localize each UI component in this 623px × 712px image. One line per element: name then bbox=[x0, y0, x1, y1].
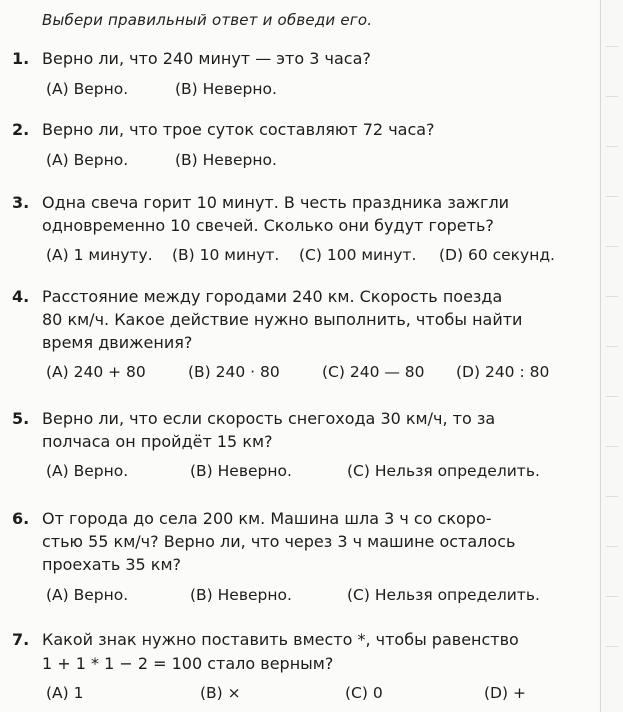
question-text: Расстояние между городами 240 км. Скорость поезда bbox=[42, 287, 503, 306]
question-text: Верно ли, что трое суток составляют 72 часа? bbox=[42, 120, 435, 139]
question-number: 1. bbox=[12, 49, 30, 68]
question-number: 4. bbox=[12, 287, 30, 306]
question-number: 3. bbox=[12, 193, 30, 212]
answer-option-d[interactable]: (D) + bbox=[484, 684, 526, 702]
answer-option-b[interactable]: (B) Неверно. bbox=[190, 586, 292, 604]
margin-tick bbox=[606, 96, 618, 97]
margin-tick bbox=[606, 346, 618, 347]
question-text: одновременно 10 свечей. Сколько они будут гореть? bbox=[42, 216, 494, 235]
answer-option-a[interactable]: (A) Верно. bbox=[46, 151, 129, 169]
answer-option-b[interactable]: (B) Неверно. bbox=[190, 462, 292, 480]
question-number: 7. bbox=[12, 630, 30, 649]
answer-option-a[interactable]: (A) 240 + 80 bbox=[46, 363, 146, 381]
question-text: проехать 35 км? bbox=[42, 555, 182, 574]
answer-option-b[interactable]: (B) 240 · 80 bbox=[188, 363, 280, 381]
instruction-text: Выбери правильный ответ и обведи его. bbox=[42, 11, 373, 29]
question-text: стью 55 км/ч? Верно ли, что через 3 ч машине осталось bbox=[42, 532, 516, 551]
answer-option-c[interactable]: (C) 240 — 80 bbox=[322, 363, 425, 381]
question-text: Верно ли, что 240 минут — это 3 часа? bbox=[42, 49, 371, 68]
question-text: Верно ли, что если скорость снегохода 30 км/ч, то за bbox=[42, 409, 496, 428]
answer-option-a[interactable]: (A) 1 минуту. bbox=[46, 246, 153, 264]
question-number: 5. bbox=[12, 409, 30, 428]
margin-tick bbox=[606, 446, 618, 447]
margin-tick bbox=[606, 246, 618, 247]
margin-tick bbox=[606, 146, 618, 147]
question-text: От города до села 200 км. Машина шла 3 ч со скоро- bbox=[42, 509, 492, 528]
answer-option-c[interactable]: (C) Нельзя определить. bbox=[347, 586, 540, 604]
margin-tick bbox=[606, 546, 618, 547]
answer-option-b[interactable]: (B) Неверно. bbox=[175, 80, 277, 98]
answer-option-b[interactable]: (B) × bbox=[200, 684, 241, 702]
question-text: время движения? bbox=[42, 333, 193, 352]
question-text: 1 + 1 * 1 − 2 = 100 стало верным? bbox=[42, 654, 334, 673]
answer-option-b[interactable]: (B) 10 минут. bbox=[172, 246, 280, 264]
answer-option-c[interactable]: (C) Нельзя определить. bbox=[347, 462, 540, 480]
answer-option-c[interactable]: (C) 100 минут. bbox=[299, 246, 417, 264]
question-text: Одна свеча горит 10 минут. В честь праздника зажгли bbox=[42, 193, 510, 212]
margin-tick bbox=[606, 296, 618, 297]
question-text: Какой знак нужно поставить вместо *, чтобы равенство bbox=[42, 630, 519, 649]
answer-option-d[interactable]: (D) 60 секунд. bbox=[439, 246, 555, 264]
answer-option-b[interactable]: (B) Неверно. bbox=[175, 151, 277, 169]
question-number: 6. bbox=[12, 509, 30, 528]
margin-tick bbox=[606, 196, 618, 197]
answer-option-a[interactable]: (A) Верно. bbox=[46, 80, 129, 98]
margin-tick bbox=[606, 646, 618, 647]
answer-option-a[interactable]: (A) Верно. bbox=[46, 586, 129, 604]
margin-tick bbox=[606, 46, 618, 47]
page-margin-line bbox=[600, 0, 601, 712]
question-number: 2. bbox=[12, 120, 30, 139]
question-text: 80 км/ч. Какое действие нужно выполнить, чтобы найти bbox=[42, 310, 523, 329]
question-text: полчаса он пройдёт 15 км? bbox=[42, 432, 273, 451]
margin-tick bbox=[606, 496, 618, 497]
margin-tick bbox=[606, 596, 618, 597]
margin-tick bbox=[606, 396, 618, 397]
answer-option-c[interactable]: (C) 0 bbox=[345, 684, 383, 702]
answer-option-a[interactable]: (A) 1 bbox=[46, 684, 84, 702]
answer-option-d[interactable]: (D) 240 : 80 bbox=[456, 363, 550, 381]
answer-option-a[interactable]: (A) Верно. bbox=[46, 462, 129, 480]
